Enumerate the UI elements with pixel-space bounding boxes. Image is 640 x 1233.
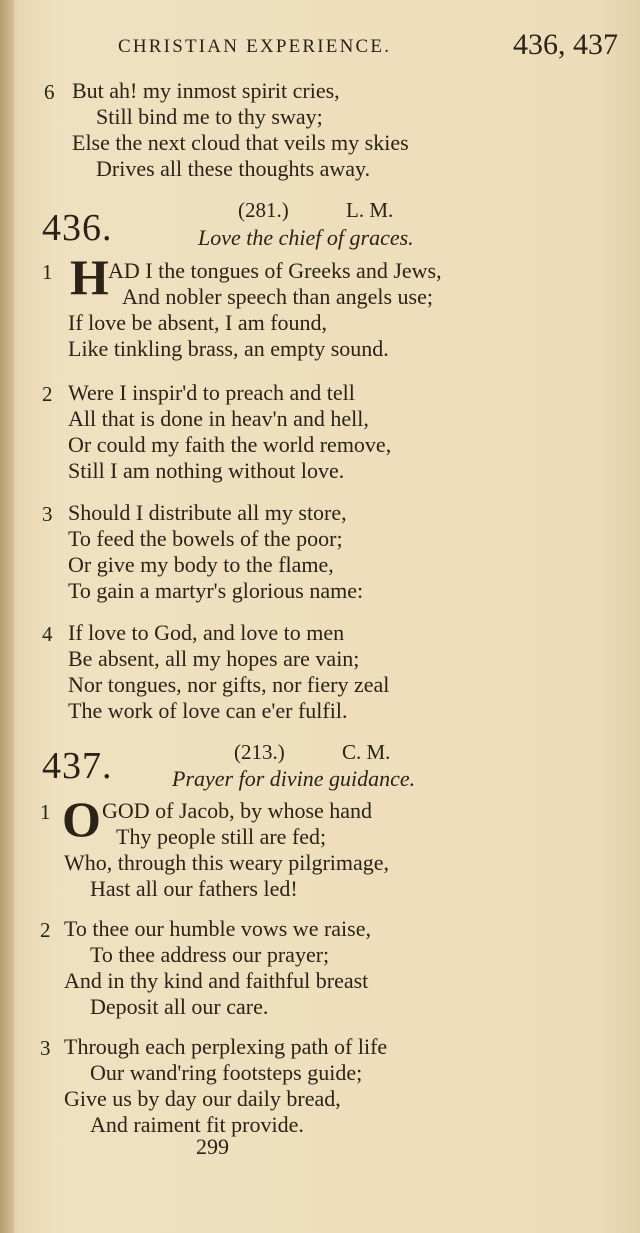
verse-number: 6 [44,80,55,104]
verse-line: Be absent, all my hopes are vain; [68,646,360,671]
verse-line: Or could my faith the world remove, [68,432,392,457]
verse-line: Or give my body to the flame, [68,552,334,577]
verse-line: Through each perplexing path of life [64,1034,388,1059]
verse-line: Our wand'ring footsteps guide; [90,1060,363,1085]
verse-line: Thy people still are fed; [116,824,327,849]
verse-line: To thee our humble vows we raise, [64,916,371,941]
verse-line: The work of love can e'er fulfil. [68,698,348,723]
drop-cap: H [70,249,109,305]
hymn-subject: Prayer for divine guidance. [172,766,416,791]
verse-number: 3 [42,502,53,526]
verse-line: Should I distribute all my store, [68,500,347,525]
verse-line: If love to God, and love to men [68,620,345,645]
page-gutter [0,0,14,1233]
verse-line: Nor tongues, nor gifts, nor fiery zeal [68,672,390,697]
verse-line: Deposit all our care. [90,994,269,1019]
page-header [118,28,618,64]
verse-number: 1 [40,800,51,824]
verse-number: 2 [40,918,51,942]
verse-line: Still bind me to thy sway; [96,104,323,129]
hymn-range: 436, 437 [513,28,618,61]
verse-line: Still I am nothing without love. [68,458,345,483]
verse-number: 3 [40,1036,51,1060]
verse-line: To thee address our prayer; [90,942,330,967]
verse-line: Else the next cloud that veils my skies [72,130,409,155]
verse-line: Drives all these thoughts away. [96,156,371,181]
verse-line: To feed the bowels of the poor; [68,526,343,551]
hymn-number: 436. [42,207,113,249]
verse-line: And in thy kind and faithful breast [64,968,369,993]
running-head: CHRISTIAN EXPERIENCE. [118,36,392,57]
verse-line: AD I the tongues of Greeks and Jews, [108,258,442,283]
page-folio: 299 [196,1134,229,1159]
verse-line: If love be absent, I am found, [68,310,328,335]
verse-line: Hast all our fathers led! [90,876,298,901]
verse-line: But ah! my inmost spirit cries, [72,78,340,103]
verse-line: To gain a martyr's glorious name: [68,578,364,603]
verse-line: And raiment fit provide. [90,1112,304,1137]
drop-cap: O [62,791,101,847]
verse-line: Who, through this weary pilgrimage, [64,850,390,875]
verse-number: 2 [42,382,53,406]
verse-line: Give us by day our daily bread, [64,1086,341,1111]
verse-line: Like tinkling brass, an empty sound. [68,336,389,361]
verse-number: 1 [42,260,53,284]
verse-line: All that is done in heav'n and hell, [68,406,369,431]
verse-line: And nobler speech than angels use; [122,284,433,309]
verse-line: Were I inspir'd to preach and tell [68,380,355,405]
meter: L. M. [346,198,394,222]
tune-reference: (281.) [238,198,289,222]
verse-number: 4 [42,622,53,646]
verse-line: GOD of Jacob, by whose hand [102,798,373,823]
hymn-number: 437. [42,745,113,787]
hymn-subject: Love the chief of graces. [198,225,414,250]
tune-reference: (213.) [234,740,285,764]
meter: C. M. [342,740,391,764]
